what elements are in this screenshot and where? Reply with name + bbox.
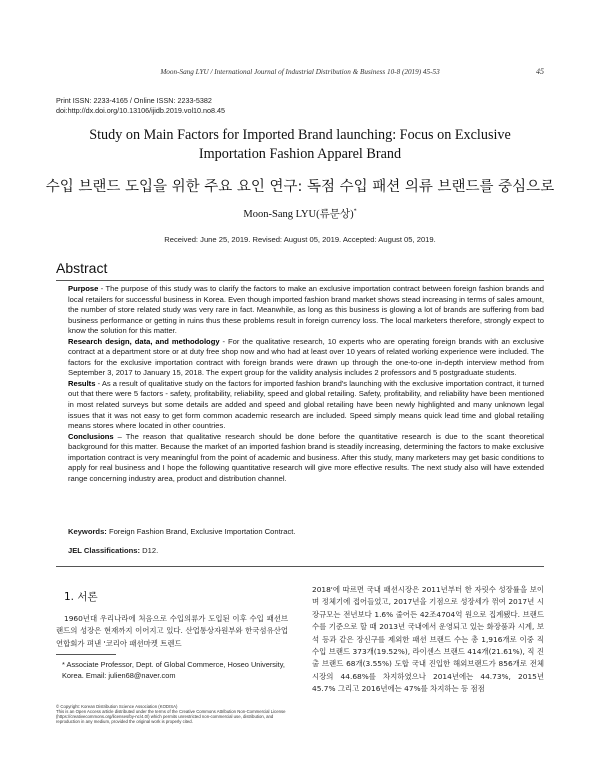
author-name: Moon-Sang LYU(류문상) — [243, 209, 354, 220]
license-text: This is an Open Access article distributed under the terms of the Creative Commons Attribution Non-Commercial License (https://creativecommons.org/licenses/by-nc/4.0/) which permits unrestricted non-commercial use, distribution, and reproduction in any medium, provided the original work is properly cited. — [56, 709, 286, 725]
page-number: 45 — [536, 67, 544, 76]
footnote-rule — [56, 654, 116, 655]
conclusions-text: – The reason that qualitative research should be done before the quantitative research is due to the scant theoretical background for this matter. Because the market of an imported fashion brand is steadily increasing, determining the factors to make exclusive importation contract is very meaningful from the point of academic and business. After this study, many marketers may get basic conditions to apply for real business and I hope the following quantitative research will give more effective results. The next study also will have extended range concerning industry area, product and distribution channel. — [68, 431, 544, 483]
keywords-label: Keywords: — [68, 527, 107, 536]
purpose-text: - The purpose of this study was to clarify the factors to make an exclusive importation contract between foreign fashion brands and local retailers for successful business in Korea. Even though imported fashion brand market shows stead increasing in terms of sales amount, the number of store related study was very rare in fact. Meanwhile, as long as this business is glowing a lot of brands are suffering from bad business performance or getting in ruins thus these problems result in foreign currency loss. The local marketers therefore, strongly expect to know the solution for this matter. — [68, 284, 544, 336]
conclusions-label: Conclusions — [68, 431, 114, 441]
doi-line: doi:http://dx.doi.org/10.13106/ijidb.2019.vol10.no8.45 — [56, 105, 226, 115]
results-text: - As a result of qualitative study on the factors for imported fashion brand's launching with the exclusive importation contract, it turned out that there were 5 factors - safety, profitability, reliability, speed and global retailing. Safety, profitability, and reliability have been mentioned in most related surveys but some details are added and speed and global retailing have been newly highlighted and many unknown legal issues that it was not easy to get form common academic research are included. Speed simply means quick lead time and global retailing means stores where located in other countries. — [68, 378, 544, 431]
issn-block — [56, 96, 225, 115]
abstract-conclusions — [68, 432, 544, 485]
author-footnote-marker: * — [353, 208, 357, 215]
intro-left-column: 1960년대 우리나라에 처음으로 수입의류가 도입된 이후 수입 패션브랜드의 성장은 현재까지 이어지고 있다. 산업통상자원부와 한국섬유산업연합회가 펴낸 '코리아 패션마켓 트렌드 — [56, 614, 288, 648]
author-footnote: * Associate Professor, Dept. of Global Commerce, Hoseo University, Korea. Email: julien68@naver.com — [62, 660, 285, 680]
abstract-results — [68, 379, 544, 432]
purpose-label: Purpose — [68, 284, 99, 293]
jel-line — [68, 546, 158, 555]
copyright-notice — [56, 704, 288, 724]
english-title — [40, 126, 560, 164]
copyright-line: © Copyright: Korean Distribution Science Association (KODISA) — [56, 704, 178, 709]
design-text: - For the qualitative research, 10 experts who are operating foreign brands with an exclusive contract at a department store or at duty free shop now and who had at least over 10 years of related working experience were included. The factors for the exclusive importation contract with foreign brands were drawn up through the one-to-one in-depth interview method from September 3, 2017 to January 15, 2018. The expert group for the validity analysis includes 2 professors and 5 postgraduate students. — [68, 336, 545, 378]
abstract-bottom-rule — [56, 566, 544, 567]
keywords-text: Foreign Fashion Brand, Exclusive Importation Contract. — [106, 527, 296, 536]
korean-title: 수입 브랜드 도입을 위한 주요 요인 연구: 독점 수입 패션 의류 브랜드를 중심으로 — [45, 179, 555, 195]
author-line — [40, 206, 560, 221]
running-head: Moon-Sang LYU / International Journal of Industrial Distribution & Business 10-8 (2019) 45-53 — [160, 68, 440, 76]
english-title-line1: Study on Main Factors for Imported Brand launching: Focus on Exclusive — [89, 127, 511, 143]
abstract-purpose — [68, 284, 544, 337]
abstract-top-rule — [56, 280, 544, 281]
results-label: Results — [68, 378, 96, 388]
jel-text: D12. — [140, 546, 159, 555]
abstract-heading: Abstract — [56, 260, 108, 276]
issn-line: Print ISSN: 2233-4165 / Online ISSN: 2233-5382 — [56, 96, 212, 105]
jel-label: JEL Classifications: — [68, 546, 141, 555]
english-title-line2: Importation Fashion Apparel Brand — [198, 146, 402, 162]
article-dates: Received: June 25, 2019. Revised: August 05, 2019. Accepted: August 05, 2019. — [164, 235, 436, 244]
abstract-design — [68, 337, 544, 379]
intro-right-column: 2018'에 따르면 국내 패션시장은 2011년부터 한 자릿수 성장률을 보이며 정체기에 접어들었고, 2017년을 기점으로 성장세가 꺾여 2017년 시장규모는 전년보다 1.6% 줄어든 42조4704억 원으로 집계됐다. 브랜드 수를 기준으로 할 때 2013년 국내에서 운영되고 있는 화장품과 시계, 보석 등과 같은 장신구를 제외한 패션 브랜드 수는 총 1,916개로 이중 직수입 브랜드 373개(19.52%), 라이센스 브랜드 414개(21.61%), 직 진출 브랜드 68개(3.55%) 도합 국내 진입한 해외브랜드가 856개로 전체시장의 44.68%를 차지하였으나 2014년에는 44.73%, 2015년 45.7% 그리고 2016년에는 47%를 차지하는 등 점점 — [312, 585, 544, 694]
section-heading-introduction: 1. 서론 — [64, 591, 98, 603]
design-label: Research design, data, and methodology — [68, 336, 220, 346]
keywords-line — [68, 527, 296, 536]
abstract-body — [68, 284, 544, 484]
